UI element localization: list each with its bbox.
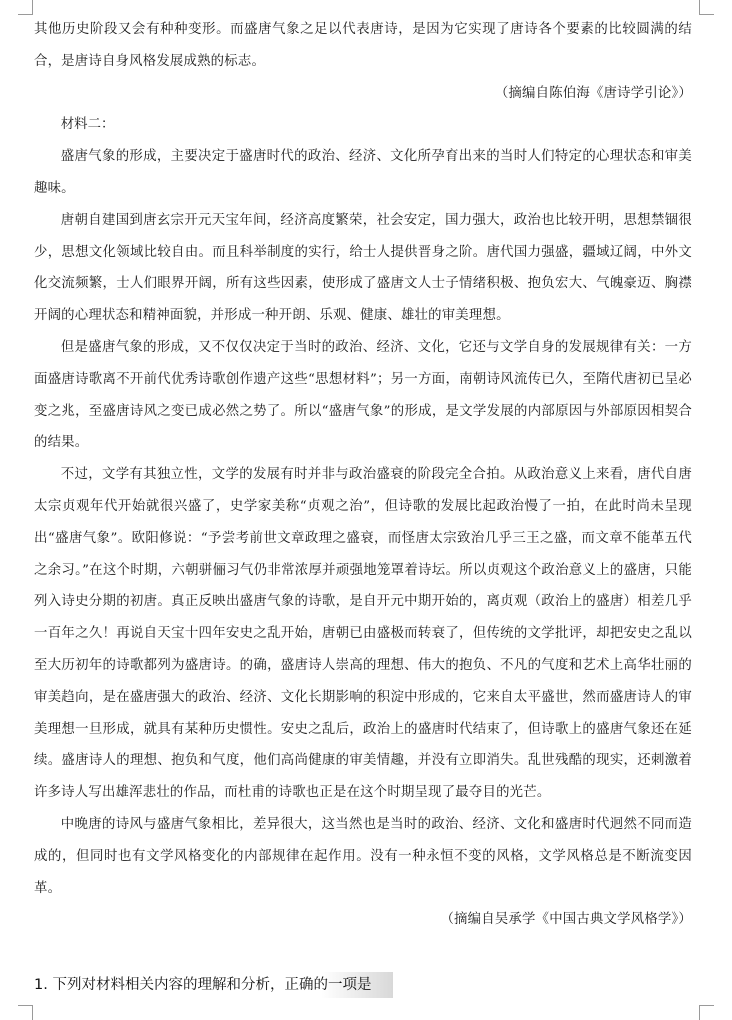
paragraph-2: 唐朝自建国到唐玄宗开元天宝年间，经济高度繁荣，社会安定，国力强大，政治也比较开明，思想禁锢很少，思想文化领域比较自由。而且科举制度的实行，给士人提供晋身之阶。唐代国力强盛，疆域辽阔，中外文化交流频繁，士人们眼界开阔，所有这些因素，使形成了盛唐文人士子情绪积极、抱负宏大、气魄豪迈、胸襟开阔的心理状态和精神面貌，并形成一种开朗、乐观、健康、雄壮的审美理想。: [34, 212, 692, 324]
paragraph-5: 中晚唐的诗风与盛唐气象相比，差异很大，这当然也是当时的政治、经济、文化和盛唐时代迥然不同而造成的，但同时也有文学风格变化的内部规律在起作用。没有一种永恒不变的风格，文学风格总是不断流变因革。: [34, 816, 692, 896]
source-citation-2: （摘编自吴承学《中国古典文学风格学》）: [440, 912, 692, 928]
paragraph-4: 不过，文学有其独立性，文学的发展有时并非与政治盛衰的阶段完全合拍。从政治意义上来看，唐代自唐太宗贞观年代开始就很兴盛了，史学家美称“贞观之治”，但诗歌的发展比起政治慢了一拍，在此时尚未呈现出“盛唐气象”。欧阳修说：“予尝考前世文章政理之盛衰，而怪唐太宗致治几乎三王之盛，而文章不能革五代之余习。”在这个时期，六朝骈俪习气仍非常浓厚并顽强地笼罩着诗坛。所以贞观这个政治意义上的盛唐，只能列入诗史分期的初唐。真正反映出盛唐气象的诗歌，是自开元中期开始的，离贞观（政治上的盛唐）相差几乎一百年之久！再说自天宝十四年安史之乱开始，唐朝已由盛极而转衰了，但传统的文学批评，却把安史之乱以至大历初年的诗歌都列为盛唐诗。的确，盛唐诗人崇高的理想、伟大的抱负、不凡的气度和艺术上高华壮丽的审美趋向，是在盛唐强大的政治、经济、文化长期影响的积淀中形成的，它来自太平盛世，然而盛唐诗人的审美理想一旦形成，就具有某种历史惯性。安史之乱后，政治上的盛唐时代结束了，但诗歌上的盛唐气象还在延续。盛唐诗人的理想、抱负和气度，他们高尚健康的审美情趣，并没有立即消失。乱世残酷的现实，还刺激着许多诗人写出雄浑悲壮的作品，而杜甫的诗歌也正是在这个时期呈现了最夺目的光芒。: [34, 467, 692, 801]
page-corner-mark-top-left: [18, 0, 33, 15]
paragraph-3: 但是盛唐气象的形成，又不仅仅决定于当时的政治、经济、文化，它还与文学自身的发展规律有关：一方面盛唐诗歌离不开前代优秀诗歌创作遗产这些“思想材料”；另一方面，南朝诗风流传已久，至隋代唐初已呈必变之兆，至盛唐诗风之变已成必然之势了。所以“盛唐气象”的形成，是文学发展的内部原因与外部原因相契合的结果。: [34, 339, 692, 451]
page-corner-mark-top-right: [699, 0, 714, 15]
document-page: [34, 14, 692, 936]
page-corner-mark-bottom-left: [18, 1005, 33, 1020]
question-1: 1. 下列对材料相关内容的理解和分析，正确的一项是: [34, 972, 393, 998]
paragraph-1: 盛唐气象的形成，主要决定于盛唐时代的政治、经济、文化所孕育出来的当时人们特定的心理状态和审美趣味。: [34, 149, 692, 196]
paragraph-continued: 其他历史阶段又会有种种变形。而盛唐气象之足以代表唐诗，是因为它实现了唐诗各个要素的比较圆满的结合，是唐诗自身风格发展成熟的标志。: [34, 22, 692, 69]
material-two-label: 材料二：: [60, 117, 115, 133]
source-citation-1: （摘编自陈伯海《唐诗学引论》）: [494, 85, 692, 101]
page-corner-mark-bottom-right: [699, 1005, 714, 1020]
